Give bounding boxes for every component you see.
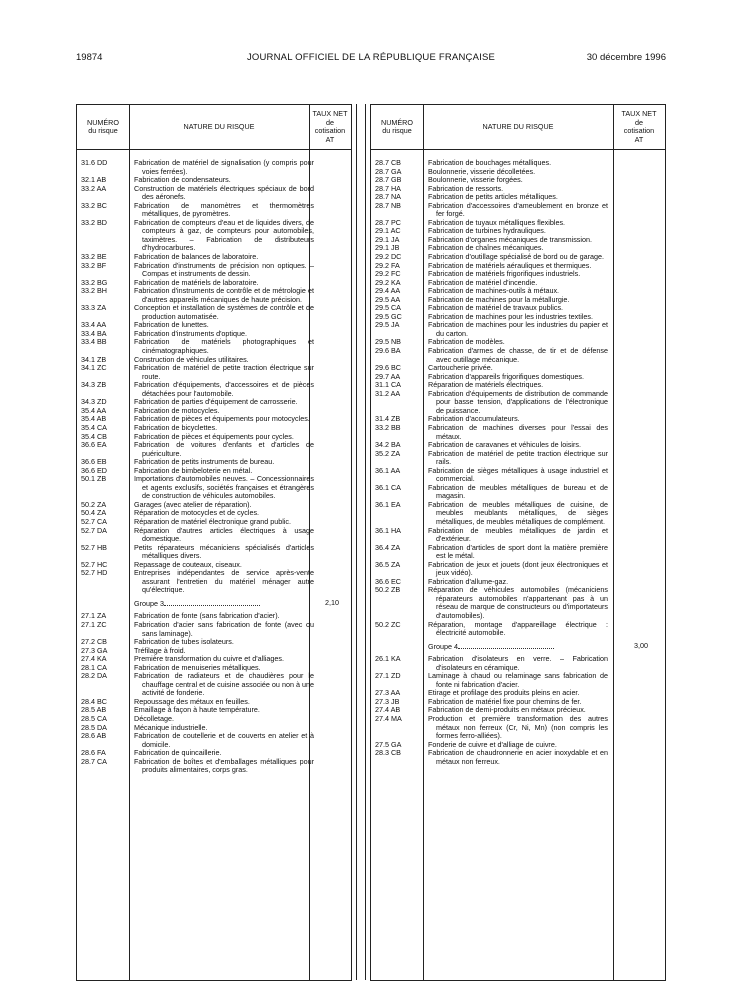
risk-code: 28.7 GB bbox=[375, 175, 402, 185]
table-row bbox=[77, 202, 351, 219]
risk-code: 28.7 NA bbox=[375, 192, 401, 202]
group-row bbox=[371, 642, 665, 652]
risk-code: 28.7 HA bbox=[375, 183, 401, 193]
risk-code: 27.3 AA bbox=[375, 688, 401, 698]
risk-description: Repassage de couteaux, ciseaux. bbox=[134, 559, 242, 569]
risk-code: 27.4 AB bbox=[375, 705, 401, 715]
risk-description: Fabrication de boîtes et d'emballages métalliques pour produits alimentaires, corps gras. bbox=[134, 756, 314, 775]
risk-description: Fabrication de motocycles. bbox=[134, 405, 220, 415]
risk-description: Réparation de matériels électriques. bbox=[428, 380, 544, 390]
risk-code: 29.7 AA bbox=[375, 371, 401, 381]
issue-date: 30 décembre 1996 bbox=[586, 52, 666, 63]
table-row bbox=[77, 287, 351, 304]
table-row bbox=[371, 501, 665, 527]
table-row bbox=[77, 706, 351, 715]
risk-description: Tréfilage à froid. bbox=[134, 645, 186, 655]
risk-code: 33.4 BA bbox=[81, 328, 107, 338]
risk-description: Fabrication de bimbeloterie en métal. bbox=[134, 465, 253, 475]
risk-code: 29.1 JB bbox=[375, 243, 400, 253]
risk-description: Fabrication de matériel de petite traction électrique sur route. bbox=[134, 363, 314, 381]
risk-code: 36.6 EB bbox=[81, 457, 107, 467]
risk-code: 33.2 BE bbox=[81, 252, 107, 262]
risk-description: Fabrication de machines pour les industries textiles. bbox=[428, 311, 593, 321]
risk-description: Construction de véhicules utilitaires. bbox=[134, 354, 249, 364]
table-header bbox=[371, 104, 665, 150]
risk-description: Fabrication de machines pour la métallurgie. bbox=[428, 294, 570, 304]
header-numero: NUMÉRO du risque bbox=[87, 117, 119, 135]
risk-description: Fabrication de voitures d'enfants et d'articles de puériculture. bbox=[134, 440, 314, 458]
risk-code: 36.1 HA bbox=[375, 525, 401, 535]
risk-code: 28.7 CB bbox=[375, 158, 401, 167]
journal-title: JOURNAL OFFICIEL DE LA RÉPUBLIQUE FRANÇAISE bbox=[246, 52, 496, 63]
leader-dots bbox=[164, 599, 260, 606]
table-row bbox=[77, 441, 351, 458]
risk-code: 34.2 BA bbox=[375, 440, 401, 450]
risk-code: 27.4 KA bbox=[81, 654, 107, 664]
table-row bbox=[371, 672, 665, 689]
risk-code: 29.4 AA bbox=[375, 286, 401, 296]
risk-description: Conception et installation de systèmes de contrôle et de production automatisée. bbox=[134, 303, 314, 321]
risk-code: 26.1 KA bbox=[375, 654, 401, 664]
risk-description: Fabrication de pièces et équipements pour motocycles. bbox=[134, 414, 310, 424]
table-row bbox=[371, 621, 665, 638]
risk-description: Fabrication de coutellerie et de couverts en atelier et à domicile. bbox=[134, 731, 314, 749]
risk-code: 33.3 ZA bbox=[81, 303, 107, 313]
risk-code: 31.1 CA bbox=[375, 380, 401, 390]
risk-code: 28.6 AB bbox=[81, 731, 107, 741]
risk-code: 33.2 AA bbox=[81, 183, 107, 193]
group-label bbox=[134, 599, 306, 609]
table-row bbox=[371, 390, 665, 416]
risk-code: 36.1 CA bbox=[375, 482, 401, 492]
table-row bbox=[77, 364, 351, 381]
risk-description: Boulonnerie, visserie forgées. bbox=[428, 175, 523, 185]
risk-code: 35.2 ZA bbox=[375, 448, 401, 458]
risk-description: Réparation, montage d'appareillage électrique : électricité automobile. bbox=[428, 619, 608, 638]
risk-description: Garages (avec atelier de réparation). bbox=[134, 499, 252, 509]
risk-description: Importations d'automobiles neuves. – Concessionnaires et agents exclusifs, sociétés françaises et étrangères de construction de véhicules automobiles. bbox=[134, 474, 314, 501]
group-row bbox=[77, 599, 351, 609]
leader-dots bbox=[458, 642, 554, 649]
table-row bbox=[77, 758, 351, 775]
risk-code: 29.1 JA bbox=[375, 234, 400, 244]
risk-code: 28.3 CB bbox=[375, 748, 401, 758]
risk-description: Fabrication de pièces et équipements pour cycles. bbox=[134, 431, 294, 441]
header-taux: TAUX NET de cotisation AT bbox=[621, 109, 657, 144]
risk-code: 29.5 JA bbox=[375, 320, 400, 330]
table-row bbox=[77, 732, 351, 749]
table-row bbox=[371, 450, 665, 467]
risk-code: 29.2 DC bbox=[375, 252, 402, 262]
risk-code: 27.1 ZD bbox=[375, 671, 401, 681]
table-row bbox=[371, 544, 665, 561]
risk-description: Production et première transformation des autres métaux non ferreux (Cr, Ni, Mn) (non compris les formes ferro-alliées). bbox=[428, 714, 608, 741]
risk-description: Fabrication de parties d'équipement de carrosserie. bbox=[134, 397, 298, 407]
risk-code: 31.6 DD bbox=[81, 158, 108, 167]
risk-description: Fabrication de matériels de laboratoire. bbox=[134, 277, 259, 287]
table-row bbox=[371, 176, 665, 185]
table-row bbox=[77, 621, 351, 638]
risk-code: 33.2 BC bbox=[81, 200, 107, 210]
risk-code: 28.7 CA bbox=[81, 756, 107, 766]
table-row bbox=[371, 655, 665, 672]
risk-description: Fabrication de meubles métalliques de cuisine, de meubles meublants métalliques, de sièges métalliques, de meubles métalliques de complément. bbox=[428, 499, 608, 526]
risk-code: 36.6 EC bbox=[375, 576, 401, 586]
risk-code: 35.4 CA bbox=[81, 422, 107, 432]
risk-code: 31.4 ZB bbox=[375, 414, 401, 424]
risk-description: Fabrication de tubes isolateurs. bbox=[134, 637, 234, 647]
group-name: Groupe 3 bbox=[134, 598, 164, 608]
risk-code: 34.1 ZC bbox=[81, 363, 107, 373]
risk-description: Fonderie de cuivre et d'alliage de cuivre. bbox=[428, 739, 557, 749]
risk-description: Fabrication de caravanes et véhicules de loisirs. bbox=[428, 440, 582, 450]
risk-description: Laminage à chaud ou relaminage sans fabrication de fonte ni fabrication d'acier. bbox=[428, 671, 608, 689]
risk-description: Fabrication de petits instruments de bureau. bbox=[134, 457, 275, 467]
risk-description: Fabrication de machines-outils à métaux. bbox=[428, 286, 560, 296]
risk-description: Première transformation du cuivre et d'alliages. bbox=[134, 654, 284, 664]
risk-description: Fabrication d'appareils frigorifiques domestiques. bbox=[428, 371, 584, 381]
table-row bbox=[77, 475, 351, 501]
risk-code: 27.1 ZA bbox=[81, 611, 107, 621]
risk-code: 33.2 BH bbox=[81, 286, 107, 296]
risk-code: 29.2 FA bbox=[375, 260, 400, 270]
risk-description: Décolletage. bbox=[134, 714, 174, 723]
risk-code: 31.2 AA bbox=[375, 388, 401, 398]
risk-code: 33.2 BD bbox=[81, 217, 107, 227]
column-gutter bbox=[356, 104, 366, 980]
risk-description: Fabrication de condensateurs. bbox=[134, 175, 231, 185]
risk-code: 28.5 AB bbox=[81, 705, 107, 715]
table-row bbox=[371, 424, 665, 441]
risk-description: Mécanique industrielle. bbox=[134, 722, 208, 732]
risk-code: 28.2 DA bbox=[81, 671, 107, 681]
risk-description: Fabrication d'acier sans fabrication de fonte (avec ou sans laminage). bbox=[134, 619, 314, 638]
page-number: 19874 bbox=[76, 52, 103, 63]
risk-code: 36.6 EA bbox=[81, 440, 107, 450]
risk-code: 36.6 ED bbox=[81, 465, 107, 475]
risk-description: Emaillage à façon à haute température. bbox=[134, 705, 260, 715]
right-rows bbox=[371, 159, 665, 766]
risk-code: 27.5 GA bbox=[375, 739, 402, 749]
risk-code: 50.2 ZC bbox=[375, 619, 401, 629]
risk-description: Fabrication de fonte (sans fabrication d'acier). bbox=[134, 611, 280, 621]
risk-description: Réparation de motocycles et de cycles. bbox=[134, 508, 260, 518]
table-row bbox=[371, 484, 665, 501]
risk-description: Fabrication d'instruments de contrôle et de métrologie et d'autres appareils mécaniques de haute précision. bbox=[134, 286, 314, 304]
risk-code: 32.1 AB bbox=[81, 175, 107, 185]
risk-code: 27.4 MA bbox=[375, 714, 402, 723]
risk-description: Fabrication de matériels photographiques et cinématographiques. bbox=[134, 337, 314, 356]
risk-code: 50.2 ZB bbox=[375, 585, 401, 595]
risk-description: Entreprises indépendantes de service après-vente assurant l'entretien du matériel ménager autre qu'électrique. bbox=[134, 568, 314, 595]
table-header bbox=[77, 104, 351, 150]
table-row bbox=[371, 467, 665, 484]
risk-description: Fabrication de matériel fixe pour chemins de fer. bbox=[428, 696, 582, 706]
page-header bbox=[76, 52, 666, 66]
table-row bbox=[77, 638, 351, 647]
risk-description: Fabrication de matériel d'incendie. bbox=[428, 277, 538, 287]
risk-description: Fabrication de machines diverses pour l'essai des métaux. bbox=[428, 422, 608, 441]
table-row bbox=[77, 527, 351, 544]
risk-description: Fabrication d'équipements de distribution de commande pour basse tension, d'applications de l'électronique de puissance. bbox=[428, 388, 608, 415]
risk-description: Fabrication de matériels aérauliques et thermiques. bbox=[428, 260, 592, 270]
risk-code: 27.3 GA bbox=[81, 645, 108, 655]
risk-description: Fabrication de meubles métalliques de bureau et de magasin. bbox=[428, 482, 608, 501]
risk-code: 28.1 CA bbox=[81, 662, 107, 672]
table-row bbox=[371, 586, 665, 620]
risk-code: 27.1 ZC bbox=[81, 619, 107, 629]
risk-code: 28.7 GA bbox=[375, 166, 402, 176]
risk-description: Fabrication de tuyaux métalliques flexibles. bbox=[428, 217, 566, 227]
risk-description: Fabrication d'isolateurs en verre. – Fabrication d'isolateurs en céramique. bbox=[428, 654, 608, 672]
risk-description: Petits réparateurs mécaniciens spécialisés d'articles métalliques divers. bbox=[134, 542, 314, 561]
risk-code: 50.2 ZA bbox=[81, 499, 107, 509]
risk-description: Fabrication de meubles métalliques de jardin et d'extérieur. bbox=[428, 525, 608, 544]
group-name: Groupe 4 bbox=[428, 641, 458, 651]
risk-description: Fabrication de menuiseries métalliques. bbox=[134, 662, 261, 672]
risk-code: 33.4 BB bbox=[81, 337, 107, 347]
table-row bbox=[77, 381, 351, 398]
risk-description: Fabrication de sièges métalliques à usage industriel et commercial. bbox=[428, 465, 608, 484]
risk-description: Réparation d'autres articles électriques à usage domestique. bbox=[134, 525, 314, 544]
risk-description: Fabrication de machines pour les industries du papier et du carton. bbox=[428, 320, 608, 338]
risk-description: Fabrication de bicyclettes. bbox=[134, 422, 218, 432]
risk-description: Fabrication d'armes de chasse, de tir et de défense avec outillage mécanique. bbox=[428, 346, 608, 364]
risk-code: 29.5 NB bbox=[375, 337, 401, 347]
risk-code: 36.1 AA bbox=[375, 465, 401, 475]
risk-description: Repoussage des métaux en feuilles. bbox=[134, 696, 250, 706]
risk-code: 36.4 ZA bbox=[375, 542, 401, 552]
risk-description: Fabrication de manomètres et thermomètres métalliques, de pyromètres. bbox=[134, 200, 314, 219]
risk-code: 29.5 CA bbox=[375, 303, 401, 313]
risk-code: 50.1 ZB bbox=[81, 474, 107, 484]
risk-description: Fabrication de petits articles métalliques. bbox=[428, 192, 558, 202]
risk-description: Fabrication d'accumulateurs. bbox=[428, 414, 520, 424]
risk-description: Fabrication de matériel de travaux publics. bbox=[428, 303, 564, 313]
risk-code: 52.7 HB bbox=[81, 542, 107, 552]
risk-description: Fabrication de turbines hydrauliques. bbox=[428, 226, 546, 236]
risk-description: Fabrication de modèles. bbox=[428, 337, 505, 347]
risk-description: Fabrication de ressorts. bbox=[428, 183, 504, 193]
risk-description: Fabrication d'allume-gaz. bbox=[428, 576, 509, 586]
risk-description: Fabrication de chaudronnerie en acier inoxydable et en métaux non ferreux. bbox=[428, 748, 608, 766]
rate-value: 2,10 bbox=[325, 597, 339, 607]
risk-code: 33.2 BG bbox=[81, 277, 108, 287]
risk-description: Fabrication d'organes mécaniques de transmission. bbox=[428, 234, 592, 244]
risk-code: 29.1 AC bbox=[375, 226, 401, 236]
risk-code: 33.2 BF bbox=[81, 260, 107, 270]
risk-code: 52.7 CA bbox=[81, 516, 107, 526]
table-row bbox=[77, 159, 351, 176]
risk-description: Fabrication d'instruments de précision non optiques. – Compas et instruments de dessin. bbox=[134, 260, 314, 279]
risk-code: 29.5 AA bbox=[375, 294, 401, 304]
risk-description: Fabrication de jeux et jouets (dont jeux électroniques et jeux vidéo). bbox=[428, 559, 608, 578]
risk-description: Réparation de matériel électronique grand public. bbox=[134, 516, 292, 526]
risk-code: 28.5 CA bbox=[81, 714, 107, 723]
left-rows bbox=[77, 159, 351, 775]
risk-description: Fabrication d'équipements, d'accessoires et de pièces détachées pour l'automobile. bbox=[134, 380, 314, 398]
risk-description: Fabrication de lunettes. bbox=[134, 320, 209, 330]
risk-description: Fabrication de radiateurs et de chaudières pour le chauffage central et de cuisine associée ou non à une activité de fonderie. bbox=[134, 671, 314, 698]
table-row bbox=[371, 321, 665, 338]
table-row bbox=[77, 304, 351, 321]
table-row bbox=[77, 569, 351, 595]
right-table bbox=[370, 104, 666, 981]
risk-description: Fabrication de quincaillerie. bbox=[134, 748, 222, 758]
table-row bbox=[77, 185, 351, 202]
risk-description: Fabrication de matériels frigorifiques industriels. bbox=[428, 269, 581, 279]
table-row bbox=[371, 749, 665, 766]
risk-description: Cartoucherie privée. bbox=[428, 363, 493, 373]
risk-description: Fabrication de matériel de petite traction électrique sur rails. bbox=[428, 448, 608, 467]
header-nature: NATURE DU RISQUE bbox=[482, 121, 554, 131]
risk-description: Fabrication d'accessoires d'ameublement en bronze et fer forgé. bbox=[428, 200, 608, 219]
risk-description: Fabrication de chaînes mécaniques. bbox=[428, 243, 544, 253]
table-row bbox=[77, 338, 351, 355]
table-row bbox=[77, 544, 351, 561]
risk-code: 35.4 CB bbox=[81, 431, 107, 441]
risk-description: Boulonnerie, visserie décolletées. bbox=[428, 166, 536, 176]
risk-description: Fabrication d'instruments d'optique. bbox=[134, 328, 248, 338]
table-row bbox=[371, 202, 665, 219]
left-table bbox=[76, 104, 352, 981]
risk-code: 52.7 HD bbox=[81, 568, 108, 578]
risk-code: 28.7 NB bbox=[375, 200, 401, 210]
risk-code: 36.5 ZA bbox=[375, 559, 401, 569]
risk-code: 34.3 ZB bbox=[81, 380, 107, 390]
risk-code: 52.7 DA bbox=[81, 525, 107, 535]
table-row bbox=[77, 262, 351, 279]
table-row bbox=[371, 527, 665, 544]
risk-code: 33.4 AA bbox=[81, 320, 107, 330]
risk-code: 35.4 AA bbox=[81, 405, 107, 415]
header-nature: NATURE DU RISQUE bbox=[183, 121, 255, 131]
rate-value: 3,00 bbox=[634, 640, 648, 650]
table-row bbox=[77, 672, 351, 698]
table-row bbox=[371, 715, 665, 741]
risk-code: 28.5 DA bbox=[81, 722, 107, 732]
risk-description: Fabrication de matériel de signalisation (y compris pour voies ferrées). bbox=[134, 158, 314, 176]
risk-description: Fabrication de compteurs d'eau et de liquides divers, de compteurs à gaz, de compteurs pour automobiles, taximètres. – Fabrication de distributeurs d'hydrocarbures. bbox=[134, 217, 314, 253]
risk-description: Fabrication d'outillage spécialisé de bord ou de garage. bbox=[428, 252, 604, 262]
risk-description: Fabrication de demi-produits en métaux précieux. bbox=[428, 705, 586, 715]
risk-code: 36.1 EA bbox=[375, 499, 401, 509]
risk-code: 29.6 BC bbox=[375, 363, 401, 373]
risk-code: 29.5 GC bbox=[375, 311, 402, 321]
risk-code: 29.2 FC bbox=[375, 269, 401, 279]
risk-code: 50.4 ZA bbox=[81, 508, 107, 518]
header-taux: TAUX NET de cotisation AT bbox=[312, 109, 348, 144]
risk-code: 29.2 KA bbox=[375, 277, 401, 287]
table-row bbox=[77, 715, 351, 724]
table-row bbox=[77, 219, 351, 253]
risk-code: 34.1 ZB bbox=[81, 354, 107, 364]
table-row bbox=[371, 561, 665, 578]
risk-code: 28.6 FA bbox=[81, 748, 106, 758]
header-numero: NUMÉRO du risque bbox=[381, 117, 413, 135]
risk-description: Réparation de véhicules automobiles (mécaniciens réparateurs automobiles n'appartenant pas à un réseau de marque de constructeurs ou d'importateurs d'automobiles). bbox=[428, 585, 608, 620]
risk-description: Fabrication de balances de laboratoire. bbox=[134, 252, 259, 262]
risk-code: 35.4 AB bbox=[81, 414, 107, 424]
risk-code: 33.2 BB bbox=[375, 422, 401, 432]
group-label bbox=[428, 642, 600, 652]
risk-description: Construction de matériels électriques spéciaux de bord des aéronefs. bbox=[134, 183, 314, 202]
risk-code: 34.3 ZD bbox=[81, 397, 107, 407]
risk-code: 27.2 CB bbox=[81, 637, 107, 647]
table-row bbox=[371, 347, 665, 364]
risk-code: 52.7 HC bbox=[81, 559, 108, 569]
risk-description: Fabrication d'articles de sport dont la matière première est le métal. bbox=[428, 542, 608, 561]
risk-description: Etirage et profilage des produits pleins en acier. bbox=[428, 688, 580, 698]
risk-code: 28.4 BC bbox=[81, 696, 107, 706]
risk-code: 27.3 JB bbox=[375, 696, 400, 706]
risk-code: 28.7 PC bbox=[375, 217, 401, 227]
risk-code: 29.6 BA bbox=[375, 346, 401, 356]
risk-description: Fabrication de bouchages métalliques. bbox=[428, 158, 552, 167]
